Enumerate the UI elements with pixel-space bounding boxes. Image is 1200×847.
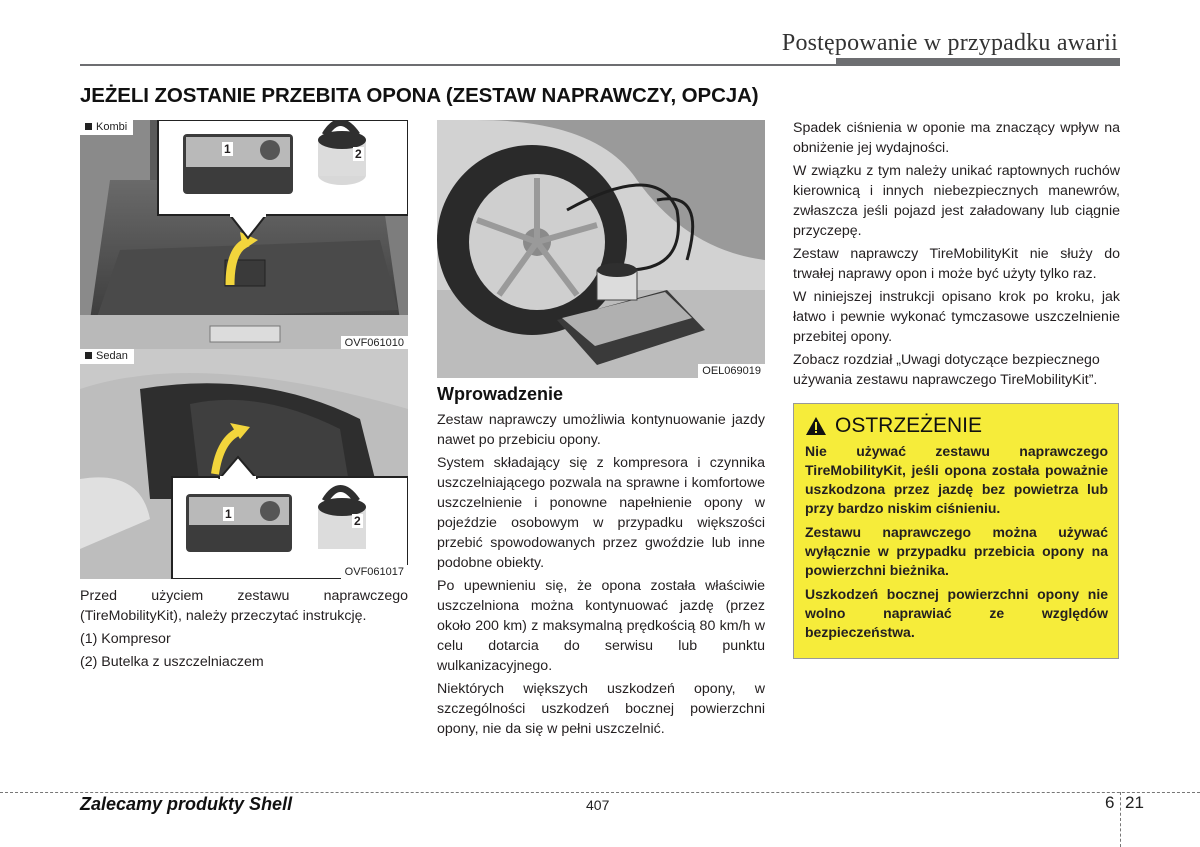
main-heading: JEŻELI ZOSTANIE PRZEBITA OPONA (ZESTAW NAPRAWCZY, OPCJA) [80,84,759,107]
figure-code-kombi: OVF061010 [341,336,408,350]
figure-sedan [80,349,408,579]
left-item-bottle: (2) Butelka z uszczelniaczem [80,654,264,670]
section-title: Postępowanie w przypadku awarii [781,30,1118,56]
left-column [80,586,408,675]
right-paragraph-2: W związku z tym należy unikać raptownych ruchów kierownicą i innych niebezpiecznych manewrów, zwłaszcza jeśli pojazd jest załadowany lub ciągnie przyczepę. [793,163,1120,239]
intro-paragraph-2: System składający się z kompresora i czynnika uszczelniającego pozwala na sprawne i komfortowe uszczelnienie i ponowne napełnienie opony w pojeździe osobowym w przypadku większości przebić spowodowanych przez gwoździe lub inne podobne obiekty. [437,455,765,571]
footer-divider [0,792,1200,793]
footer-chapter-page: 21 [1125,793,1144,812]
warning-triangle-icon [805,416,827,436]
right-paragraph-4: W niniejszej instrukcji opisano krok po kroku, jak łatwo i pewnie wykonać tymczasowe uszczelnienie przebitej opony. [793,289,1120,345]
intro-paragraph-1: Zestaw naprawczy umożliwia kontynuowanie jazdy nawet po przebiciu opony. [437,412,765,448]
callout-compressor: 1 [224,142,231,156]
callout-bottle: 2 [355,147,362,161]
left-intro: Przed użyciem zestawu naprawczego (TireMobilityKit), należy przeczytać instrukcję. [80,588,408,624]
callout-compressor-sedan: 1 [225,507,232,521]
warning-box [793,403,1119,659]
right-column [793,118,1120,393]
figure-code-sedan: OVF061017 [341,565,408,579]
figure-tag-sedan-label: Sedan [96,350,128,362]
intro-heading: Wprowadzenie [437,384,564,404]
intro-paragraph-4: Niektórych większych uszkodzeń opony, w szczególności uszkodzeń bocznej powierzchni opony, nie da się w pełni uszczelnić. [437,681,765,737]
footer-chapter-number: 6 [1105,793,1115,812]
footer-page-number: 407 [586,797,610,813]
header-tab-bar [836,58,1120,66]
figure-kombi [80,120,408,350]
figure-code-wheel: OEL069019 [698,364,765,378]
figure-wheel [437,120,765,378]
right-paragraph-5: Zobacz rozdział „Uwagi dotyczące bezpiecznego używania zestawu naprawczego TireMobilityKit”. [793,352,1100,388]
sedan-trunk-illustration [80,349,408,579]
figure-tag-sedan [80,349,134,364]
callout-bottle-sedan: 2 [354,514,361,528]
warning-title: OSTRZEŻENIE [835,414,983,437]
wheel-repair-illustration [437,120,765,378]
warning-header [805,414,1108,438]
warning-paragraph-3: Uszkodzeń bocznej powierzchni opony nie wolno naprawiać ze względów bezpieczeństwa. [805,586,1108,640]
right-paragraph-3: Zestaw naprawczy TireMobilityKit nie służy do trwałej naprawy opon i może być użyty tylko raz. [793,246,1120,282]
figure-tag-kombi-label: Kombi [96,121,128,133]
intro-paragraph-3: Po upewnieniu się, że opona została właściwie uszczelniona można kontynuować jazdę (przez około 200 km) z maksymalną prędkością 80 km/h w celu dotarcia do serwisu lub punktu wulkanizacyjnego. [437,578,765,674]
middle-column [437,384,765,742]
figure-tag-kombi [80,120,133,135]
footer-vertical-divider [1120,792,1121,847]
warning-paragraph-2: Zestawu naprawczego można używać wyłącznie w przypadku przebicia opony na powierzchni bieżnika. [805,524,1108,578]
left-item-compressor: (1) Kompresor [80,631,171,647]
warning-paragraph-1: Nie używać zestawu naprawczego TireMobilityKit, jeśli opona została poważnie uszkodzona przez jazdę bez powietrza lub przy bardzo niskim ciśnieniu. [805,443,1108,516]
right-paragraph-1: Spadek ciśnienia w oponie ma znaczący wpływ na obniżenie jej wydajności. [793,120,1120,156]
footer-brand: Zalecamy produkty Shell [80,794,293,814]
